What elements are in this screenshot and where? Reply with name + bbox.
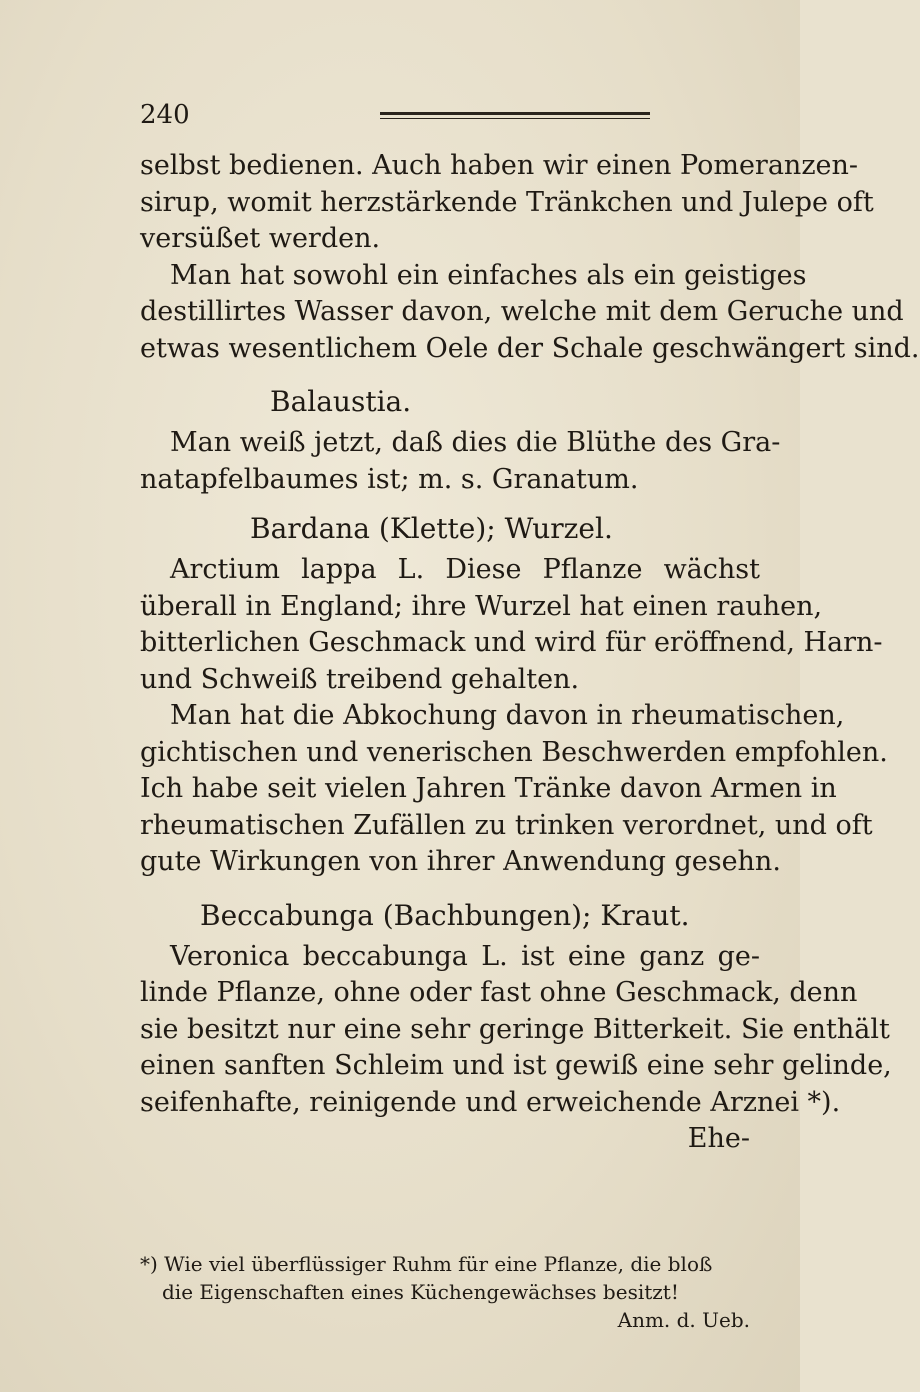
footnote-signature: Anm. d. Ueb.: [617, 1308, 750, 1332]
text-line: rheumatischen Zufällen zu trinken verordnet, und oft: [140, 809, 873, 841]
text-line: linde Pflanze, ohne oder fast ohne Geschmack, denn: [140, 977, 858, 1008]
catchword: Ehe-: [687, 1123, 750, 1154]
text-line: bitterlichen Geschmack und wird für eröffnend, Harn-: [140, 627, 883, 658]
text-line: natapfelbaumes ist; m. s. Granatum.: [140, 463, 639, 495]
text-line: gute Wirkungen von ihrer Anwendung gesehn.: [140, 846, 781, 877]
text-line: etwas wesentlichem Oele der Schale geschwängert sind.: [140, 332, 920, 364]
text-line: gichtischen und venerischen Beschwerden empfohlen.: [140, 736, 888, 768]
footnote-line: die Eigenschaften eines Küchengewächses besitzt!: [162, 1280, 679, 1304]
text-line: selbst bedienen. Auch haben wir einen Pomeranzen-: [140, 150, 859, 181]
paragraph: [140, 148, 874, 258]
page-number: 240: [140, 100, 190, 130]
text-line: einen sanften Schleim und ist gewiß eine sehr gelinde,: [140, 1050, 892, 1081]
text-line: versüßet werden.: [140, 223, 381, 254]
text-line: Man weiß jetzt, daß dies die Blüthe des Gra-: [170, 427, 781, 458]
header-rule-thin: [380, 118, 650, 119]
entry-text: [140, 425, 781, 498]
text-line: Arctium lappa L. Diese Pflanze wächst: [170, 554, 760, 585]
entry-text: [140, 698, 888, 881]
footnote: [140, 1250, 760, 1334]
body-text: [140, 148, 920, 1157]
text-line: sie besitzt nur eine sehr geringe Bitterkeit. Sie enthält: [140, 1013, 890, 1045]
footnote-line: *) Wie viel überflüssiger Ruhm für eine Pflanze, die bloß: [140, 1252, 713, 1276]
page-header: [140, 100, 760, 140]
text-line: Ich habe seit vielen Jahren Tränke davon Armen in: [140, 773, 837, 804]
paragraph: [140, 258, 920, 368]
text-line: Man hat sowohl ein einfaches als ein geistiges: [170, 259, 807, 291]
entry-heading: Beccabunga (Bachbungen); Kraut.: [200, 898, 690, 932]
entry-heading: Bardana (Klette); Wurzel.: [250, 512, 613, 545]
text-line: und Schweiß treibend gehalten.: [140, 663, 580, 695]
text-line: destillirtes Wasser davon, welche mit dem Geruche und: [140, 296, 904, 327]
header-rule: [380, 112, 650, 115]
entry-text: [140, 939, 892, 1122]
text-line: seifenhafte, reinigende und erweichende Arznei *).: [140, 1086, 841, 1118]
entry-heading: Balaustia.: [270, 385, 412, 418]
entry-text: [140, 552, 883, 698]
text-line: Veronica beccabunga L. ist eine ganz ge-: [170, 940, 760, 972]
text-line: Man hat die Abkochung davon in rheumatischen,: [170, 700, 845, 731]
text-line: sirup, womit herzstärkende Tränkchen und Julepe oft: [140, 186, 874, 218]
text-line: überall in England; ihre Wurzel hat einen rauhen,: [140, 590, 823, 622]
